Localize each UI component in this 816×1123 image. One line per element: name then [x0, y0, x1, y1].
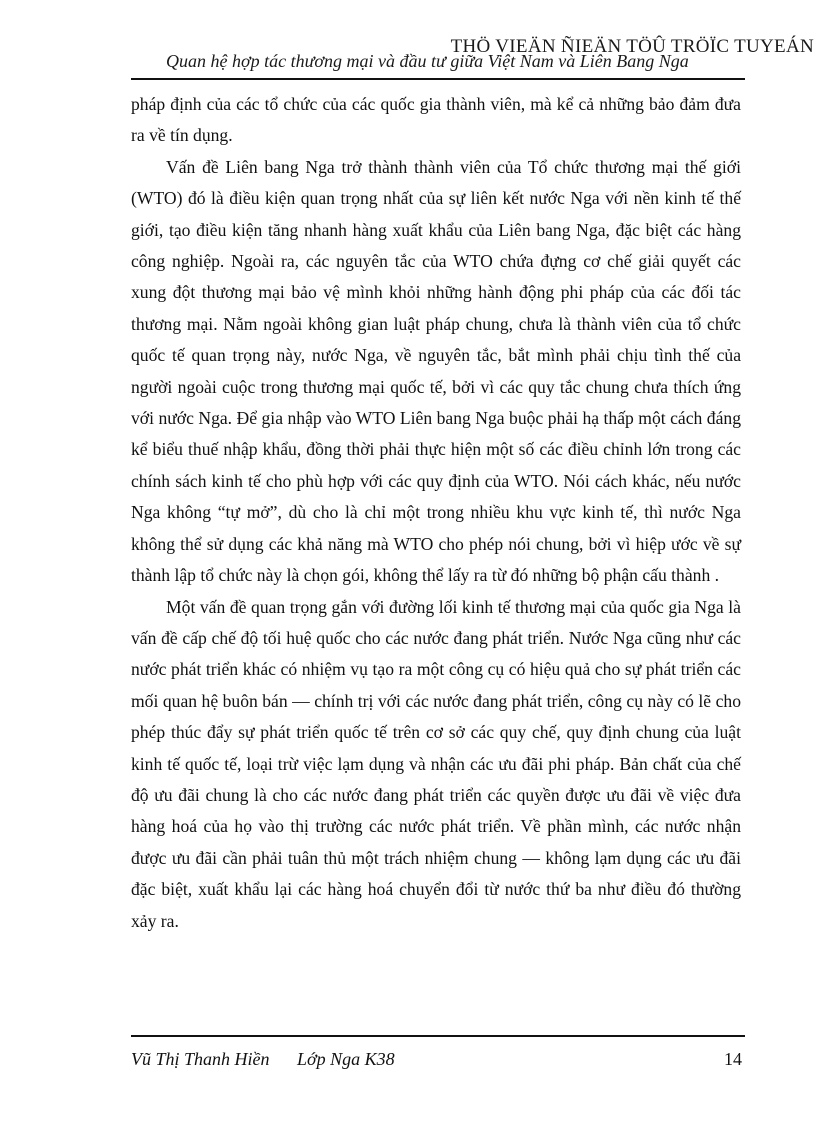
- paragraph-continuation: pháp định của các tổ chức của các quốc gia thành viên, mà kể cả những bảo đảm đưa ra về tín dụng.: [131, 94, 741, 146]
- paragraph-preferences: Một vấn đề quan trọng gắn với đường lối kinh tế thương mại của quốc gia Nga là vấn đề cấp chế độ tối huệ quốc cho các nước đang phát triển. Nước Nga cũng như các nước phát triển khác có nhiệm vụ tạo ra một công cụ có hiệu quả cho sự phát triển các mối quan hệ buôn bán — chính trị với các nước đang phát triển, công cụ này có lẽ cho phép thúc đẩy sự phát triển quốc tế trên cơ sở các quy chế, quy định chung của luật kinh tế quốc tế, loại trừ việc lạm dụng và nhận các ưu đãi phi pháp. Bản chất của chế độ ưu đãi chung là cho các nước đang phát triển các quyền được ưu đãi về việc đưa hàng hoá của họ vào thị trường các nước phát triển. Về phần mình, các nước nhận được ưu đãi cần phải tuân thủ một trách nhiệm chung — không lạm dụng các ưu đãi đặc biệt, xuất khẩu lại các hàng hoá chuyển đổi từ nước thứ ba như điều đó thường xảy ra.: [131, 596, 741, 931]
- watermark-text: THÖ VIEÄN ÑIEÄN TÖÛ TRÖÏC TUYEÁN: [450, 36, 814, 57]
- running-header-title: Quan hệ hợp tác thương mại và đầu tư giữa Việt Nam và Liên Bang Nga: [166, 51, 689, 71]
- footer-class-name: Lớp Nga K38: [297, 1049, 395, 1069]
- header-divider: [131, 78, 745, 80]
- document-body: [131, 89, 741, 937]
- page-number: 14: [724, 1049, 742, 1069]
- footer-divider: [131, 1035, 745, 1037]
- footer-author: Vũ Thị Thanh Hiền: [131, 1049, 270, 1069]
- paragraph-wto: Vấn đề Liên bang Nga trở thành thành viên của Tổ chức thương mại thế giới (WTO) đó là điều kiện quan trọng nhất của sự liên kết nước Nga với nền kinh tế thế giới, tạo điều kiện tăng nhanh hàng xuất khẩu của Liên bang Nga, đặc biệt các hàng công nghiệp. Ngoài ra, các nguyên tắc của WTO chứa đựng cơ chế giải quyết các xung đột thương mại bảo vệ mình khỏi những hành động phi pháp của các đối tác thương mại. Nằm ngoài không gian luật pháp chung, chưa là thành viên của tổ chức quốc tế quan trọng này, nước Nga, về nguyên tắc, bắt mình phải chịu tình thế của người ngoài cuộc trong thương mại quốc tế, bởi vì các quy tắc chung chưa thích ứng với nước Nga. Để gia nhập vào WTO Liên bang Nga buộc phải hạ thấp một cách đáng kể biểu thuế nhập khẩu, đồng thời phải thực hiện một số các điều chỉnh lớn trong các chính sách kinh tế cho phù hợp với các quy định của WTO. Nói cách khác, nếu nước Nga không “tự mở”, dù cho là chỉ một trong nhiều khu vực kinh tế, thì nước Nga không thể sử dụng các khả năng mà WTO cho phép nói chung, bởi vì hiệp ước về sự thành lập tổ chức này là chọn gói, không thể lấy ra từ đó những bộ phận cấu thành .: [131, 156, 741, 586]
